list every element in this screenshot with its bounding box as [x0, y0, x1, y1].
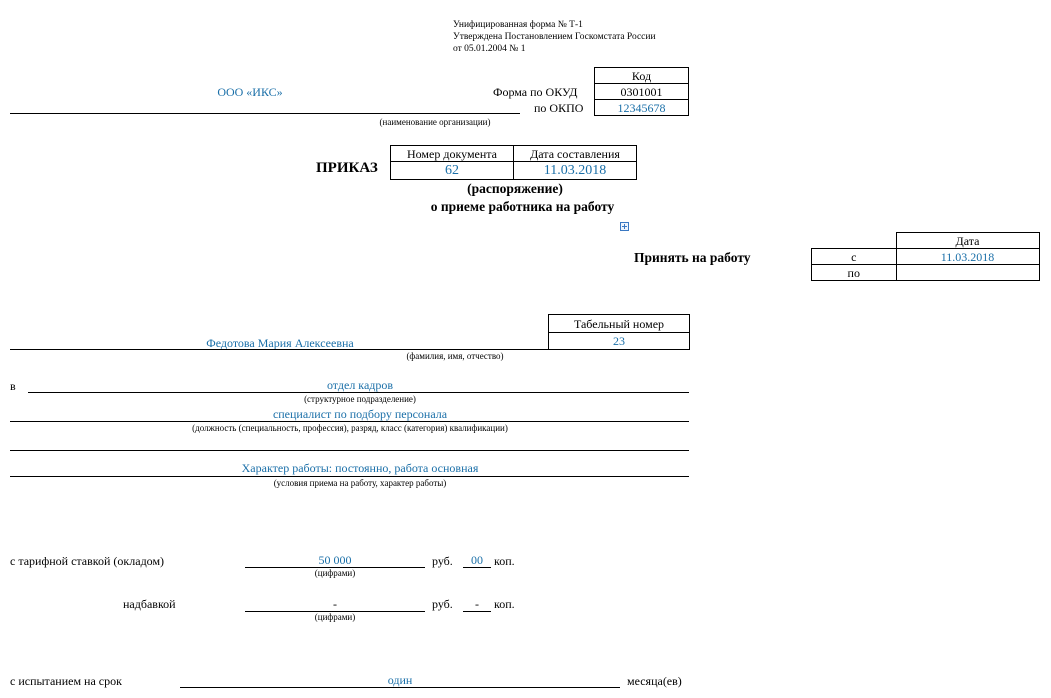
- doc-date-value[interactable]: 11.03.2018: [514, 162, 637, 180]
- work-conditions[interactable]: Характер работы: постоянно, работа основная: [241, 461, 479, 475]
- okpo-label: по ОКПО: [534, 101, 584, 115]
- bonus-kop-label: коп.: [494, 597, 515, 611]
- organization-name[interactable]: ООО «ИКС»: [217, 85, 283, 99]
- organization-caption: (наименование организации): [379, 117, 491, 127]
- probation-label: с испытанием на срок: [10, 674, 122, 688]
- conditions-underline: [10, 476, 689, 477]
- bonus-rub-label: руб.: [432, 597, 453, 611]
- form-reference-line3: от 05.01.2004 № 1: [453, 44, 526, 54]
- codes-table: [594, 67, 689, 116]
- position-extra-underline: [10, 450, 689, 451]
- tab-number-value[interactable]: 23: [549, 333, 690, 350]
- tariff-rub-label: руб.: [432, 554, 453, 568]
- employee-name-underline: [10, 349, 548, 350]
- conditions-caption: (условия приема на работу, характер работы): [273, 478, 447, 488]
- probation-unit: месяца(ев): [627, 674, 682, 688]
- tariff-label: с тарифной ставкой (окладом): [10, 554, 165, 568]
- order-number-table: [390, 145, 637, 180]
- tab-number-table: [548, 314, 690, 350]
- hire-from-label: с: [812, 249, 897, 265]
- doc-number-value[interactable]: 62: [391, 162, 514, 180]
- bonus-label: надбавкой: [123, 597, 176, 611]
- probation-value[interactable]: один: [387, 673, 413, 687]
- okpo-value[interactable]: 12345678: [595, 100, 689, 116]
- bonus-kop-underline: [463, 611, 491, 612]
- order-title: ПРИКАЗ: [316, 160, 378, 176]
- tariff-kop-value[interactable]: 00: [471, 553, 483, 567]
- employee-name-caption: (фамилия, имя, отчество): [406, 351, 504, 361]
- expand-plus-icon[interactable]: [620, 222, 629, 231]
- hire-date-table: [811, 232, 1040, 281]
- tariff-kop-label: коп.: [494, 554, 515, 568]
- doc-number-label: Номер документа: [391, 146, 514, 162]
- order-subtitle-2: о приеме работника на работу: [430, 199, 615, 214]
- department-value[interactable]: отдел кадров: [326, 378, 394, 392]
- codes-header: Код: [595, 68, 689, 84]
- form-reference-line1: Унифицированная форма № Т-1: [453, 20, 583, 30]
- position-underline: [10, 421, 689, 422]
- department-underline: [28, 392, 689, 393]
- okud-label: Форма по ОКУД: [493, 85, 578, 99]
- tariff-kop-underline: [463, 567, 491, 568]
- organization-underline: [10, 113, 520, 114]
- employee-full-name[interactable]: Федотова Мария Алексеевна: [206, 336, 354, 350]
- hire-from-value[interactable]: 11.03.2018: [896, 249, 1039, 265]
- position-title[interactable]: специалист по подбору персонала: [272, 407, 448, 421]
- tariff-digits-caption: (цифрами): [314, 568, 356, 578]
- doc-date-label: Дата составления: [514, 146, 637, 162]
- bonus-kop-value[interactable]: -: [475, 597, 479, 611]
- hire-to-value[interactable]: [896, 265, 1039, 281]
- bonus-value[interactable]: -: [333, 597, 337, 611]
- tab-number-label: Табельный номер: [549, 315, 690, 333]
- order-subtitle-1: (распоряжение): [467, 181, 563, 196]
- hire-label: Принять на работу: [634, 250, 751, 265]
- hire-date-header: Дата: [896, 233, 1039, 249]
- bonus-digits-caption: (цифрами): [314, 612, 356, 622]
- form-reference-line2: Утверждена Постановлением Госкомстата России: [453, 32, 656, 42]
- tariff-value[interactable]: 50 000: [318, 553, 352, 567]
- position-caption: (должность (специальность, профессия), разряд, класс (категория) квалификации): [192, 423, 508, 433]
- department-prefix: в: [10, 379, 16, 393]
- probation-underline: [180, 687, 620, 688]
- okud-value: 0301001: [595, 84, 689, 100]
- hire-to-label: по: [812, 265, 897, 281]
- department-caption: (структурное подразделение): [304, 394, 416, 404]
